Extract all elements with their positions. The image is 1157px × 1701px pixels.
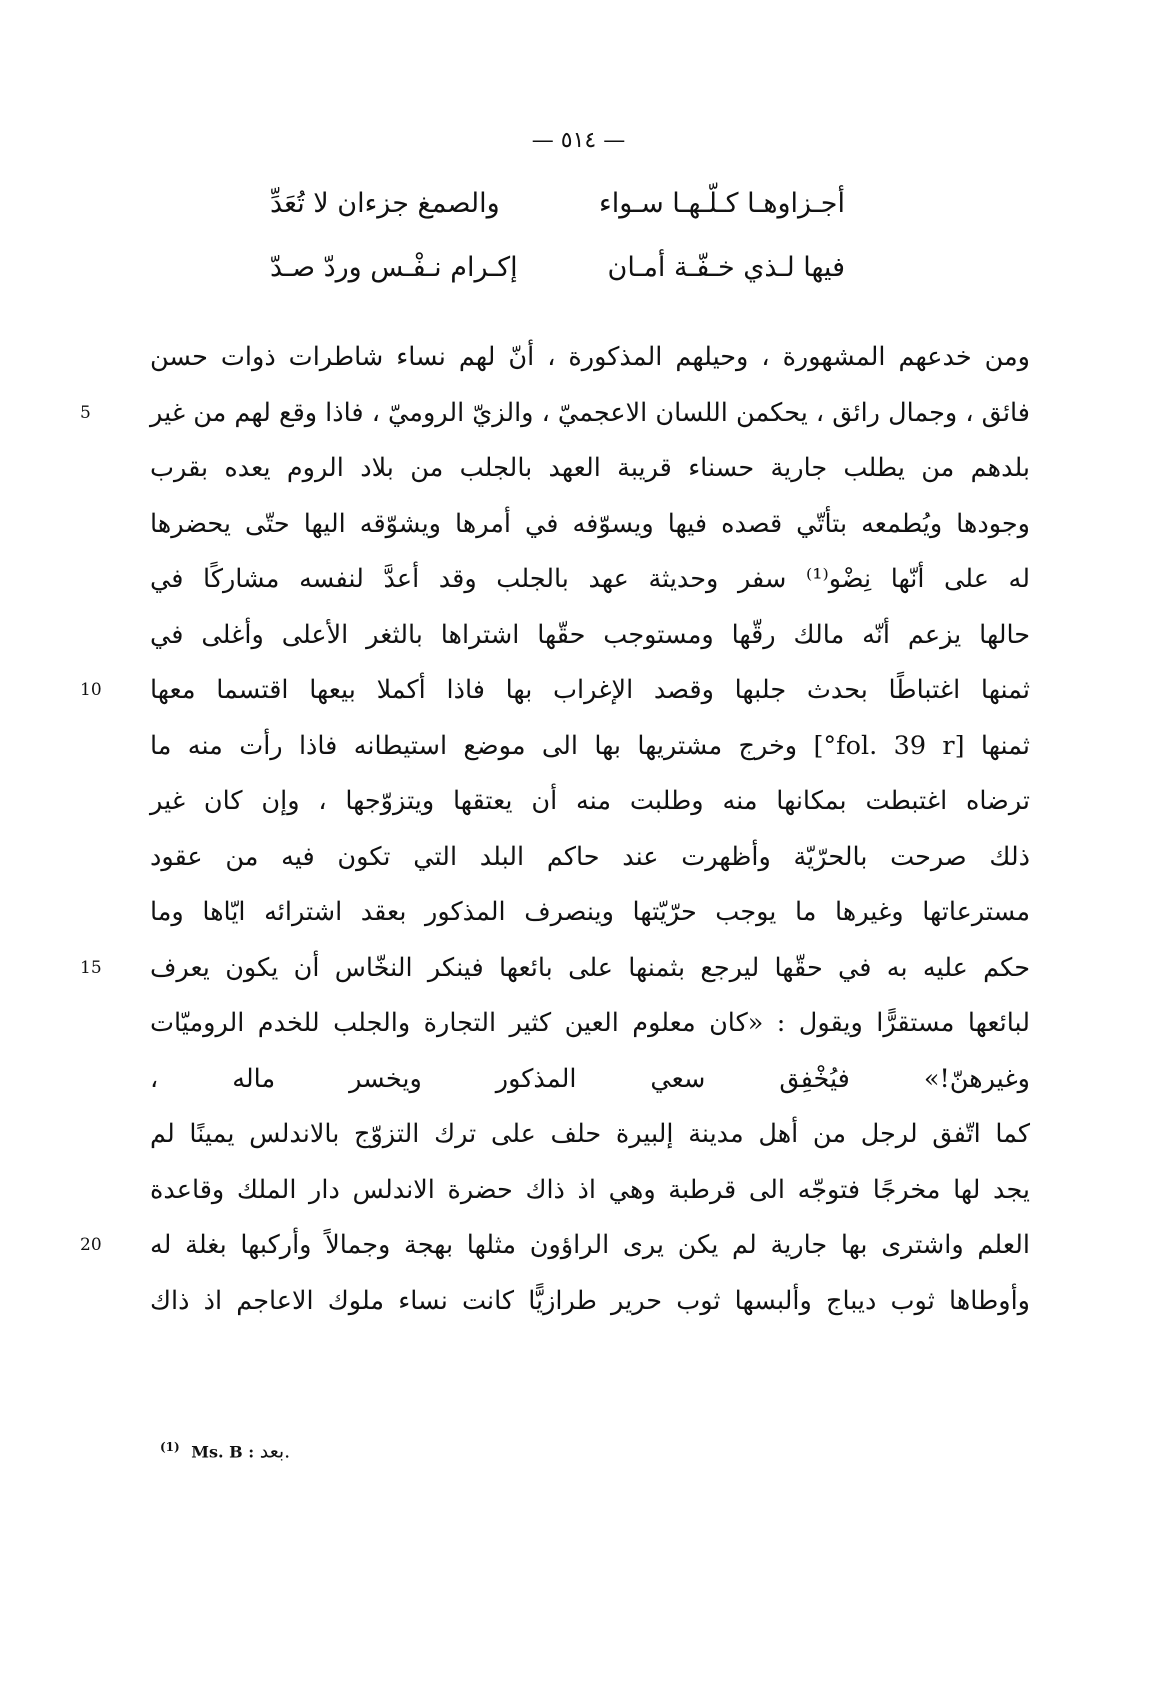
text-line: ثمنها اغتباطًا بحدث جلبها وقصد الإغراب بها فاذا أكملا بيعها اقتسما معها	[150, 675, 1030, 705]
text-line: يجد لها مخرجًا فتوجّه الى قرطبة وهي اذ ذاك حضرة الاندلس دار الملك وقاعدة	[150, 1175, 1030, 1205]
text-line: ثمنها [fol. 39 r°] وخرج مشتريها بها الى موضع استيطانه فاذا رأت منه ما	[150, 731, 1030, 761]
text-line: ترضاه اغتبطت بمكانها منه وطلبت منه أن يعتقها ويتزوّجها ، وإن كان غير	[150, 786, 1030, 816]
verse-hemistich-right: أجـزاوهـا كـلّـهـا سـواء	[599, 188, 845, 219]
text-line: بلدهم من يطلب جارية حسناء قريبة العهد بالجلب من بلاد الروم يعده بقرب	[150, 453, 1030, 483]
text-line: حالها يزعم أنّه مالك رقّها ومستوجب حقّها اشتراها بالثغر الأعلى وأغلى في	[150, 620, 1030, 650]
text-line: كما اتّفق لرجل من أهل مدينة إلبيرة حلف على ترك التزوّج بالاندلس يمينًا لم	[150, 1119, 1030, 1149]
footnote-mark: (1)	[160, 1440, 180, 1454]
line-number: 5	[80, 403, 91, 423]
text-line: حكم عليه به في حقّها ليرجع بثمنها على بائعها فينكر النخّاس أن يكون يعرف	[150, 953, 1030, 983]
line-number: 20	[80, 1235, 102, 1255]
verse-line	[270, 184, 845, 224]
text-line: وجودها ويُطمعه بتأتّي قصده فيها ويسوّفه في أمرها ويشوّقه اليها حتّى يحضرها	[150, 509, 1030, 539]
text-line: مسترعاتها وغيرها ما يوجب حرّيّتها وينصرف المذكور بعقد اشترائه ايّاها وما	[150, 897, 1030, 927]
text-line: العلم واشترى بها جارية لم يكن يرى الراؤون مثلها بهجة وجمالاً وأركبها بغلة له	[150, 1230, 1030, 1260]
line-number: 10	[80, 680, 102, 700]
verse-hemistich-left: والصمغ جزءان لا تُعَدِّ	[270, 188, 500, 219]
verse-hemistich-left: إكـرام نـفْـس وردّ صـدّ	[270, 252, 518, 283]
verse-hemistich-right: فيها لـذي خـفّـة أمـان	[607, 252, 845, 283]
footnote-source: Ms. B :	[191, 1442, 255, 1462]
footnote-reading: بعد.	[259, 1440, 291, 1463]
text-line: وغيرهنّ!» فيُخْفِق سعي المذكور ويخسر ماله ،	[150, 1064, 1030, 1094]
verse-line	[270, 248, 845, 288]
text-line: وأوطاها ثوب ديباج وألبسها ثوب حرير طرازيًّا كانت نساء ملوك الاعاجم اذ ذاك	[150, 1286, 1030, 1316]
text-line: ومن خدعهم المشهورة ، وحيلهم المذكورة ، أنّ لهم نساء شاطرات ذوات حسن	[150, 342, 1030, 372]
text-line: له على أنّها نِضْو⁽¹⁾ سفر وحديثة عهد بالجلب وقد أعدَّ لنفسه مشاركًا في	[150, 564, 1030, 594]
text-line: فائق ، وجمال رائق ، يحكمن اللسان الاعجميّ ، والزيّ الروميّ ، فاذا وقع لهم من غير	[150, 398, 1030, 428]
footnote	[160, 1440, 290, 1462]
line-number: 15	[80, 958, 102, 978]
text-line: لبائعها مستقرًّا ويقول : «كان معلوم العين كثير التجارة والجلب للخدم الروميّات	[150, 1008, 1030, 1038]
page-number: — ٥١٤ —	[531, 128, 626, 153]
text-line: ذلك صرحت بالحرّيّة وأظهرت عند حاكم البلد التي تكون فيه من عقود	[150, 842, 1030, 872]
